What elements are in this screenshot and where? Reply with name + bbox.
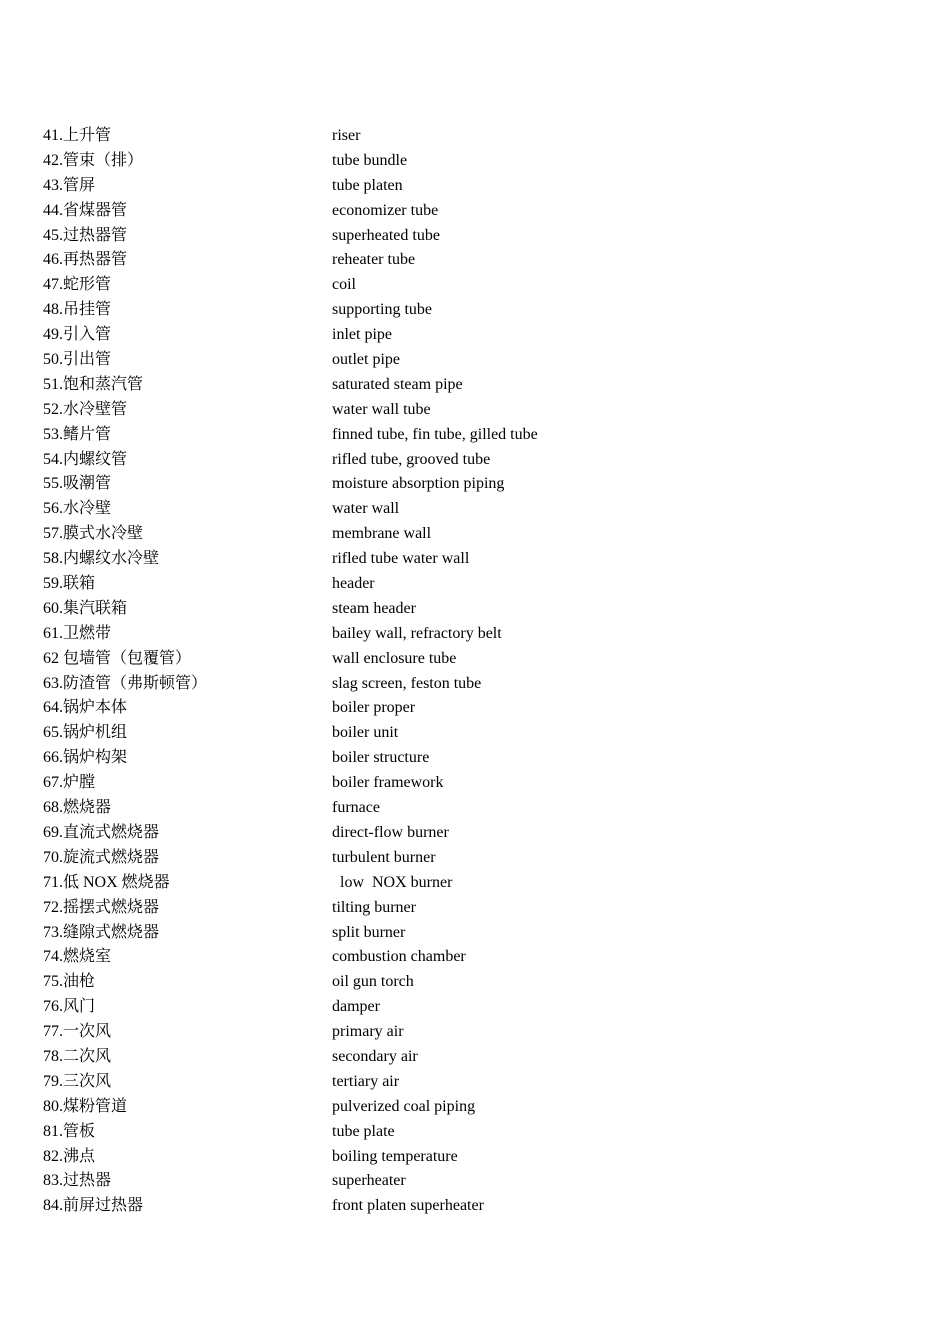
english-term: secondary air bbox=[332, 1047, 418, 1065]
english-term: tube plate bbox=[332, 1122, 395, 1140]
english-term: finned tube, fin tube, gilled tube bbox=[332, 425, 538, 443]
english-term: oil gun torch bbox=[332, 973, 414, 991]
english-term: pulverized coal piping bbox=[332, 1097, 476, 1115]
glossary-row bbox=[43, 821, 903, 846]
english-term: boiler proper bbox=[332, 699, 416, 717]
chinese-term: 79.三次风 bbox=[43, 1072, 112, 1090]
glossary-row bbox=[43, 124, 903, 149]
english-term: low NOX burner bbox=[332, 873, 453, 891]
english-term: water wall bbox=[332, 500, 400, 518]
glossary-row bbox=[43, 746, 903, 771]
glossary-row bbox=[43, 174, 903, 199]
english-term: rifled tube, grooved tube bbox=[332, 450, 491, 468]
chinese-term: 70.旋流式燃烧器 bbox=[43, 848, 160, 866]
glossary-row bbox=[43, 995, 903, 1020]
chinese-term: 74.燃烧室 bbox=[43, 948, 112, 966]
glossary-row bbox=[43, 1045, 903, 1070]
chinese-term: 57.膜式水冷壁 bbox=[43, 525, 144, 543]
english-term: direct-flow burner bbox=[332, 823, 449, 841]
english-term: tube bundle bbox=[332, 151, 408, 169]
english-term: economizer tube bbox=[332, 201, 439, 219]
chinese-term: 42.管束（排） bbox=[43, 151, 144, 169]
glossary-row bbox=[43, 348, 903, 373]
glossary-row bbox=[43, 273, 903, 298]
glossary-row bbox=[43, 448, 903, 473]
chinese-term: 82.沸点 bbox=[43, 1147, 96, 1165]
chinese-term: 55.吸潮管 bbox=[43, 475, 112, 493]
english-term: tertiary air bbox=[332, 1072, 400, 1090]
glossary-row bbox=[43, 224, 903, 249]
english-term: boiler unit bbox=[332, 724, 399, 742]
english-term: reheater tube bbox=[332, 251, 416, 269]
english-term: membrane wall bbox=[332, 525, 432, 543]
glossary-row bbox=[43, 1120, 903, 1145]
chinese-term: 52.水冷壁管 bbox=[43, 400, 128, 418]
english-term: tube platen bbox=[332, 176, 403, 194]
chinese-term: 67.炉膛 bbox=[43, 774, 96, 792]
english-term: supporting tube bbox=[332, 301, 432, 319]
chinese-term: 78.二次风 bbox=[43, 1047, 112, 1065]
glossary-row bbox=[43, 672, 903, 697]
english-term: inlet pipe bbox=[332, 326, 392, 344]
chinese-term: 41.上升管 bbox=[43, 127, 112, 144]
glossary-row bbox=[43, 597, 903, 622]
english-term: water wall tube bbox=[332, 400, 431, 418]
chinese-term: 59.联箱 bbox=[43, 575, 96, 593]
chinese-term: 77.一次风 bbox=[43, 1023, 112, 1041]
english-term: wall enclosure tube bbox=[332, 649, 457, 667]
glossary-row bbox=[43, 522, 903, 547]
glossary-row bbox=[43, 373, 903, 398]
chinese-term: 49.引入管 bbox=[43, 326, 112, 344]
chinese-term: 64.锅炉本体 bbox=[43, 699, 128, 717]
chinese-term: 53.鳍片管 bbox=[43, 425, 112, 443]
glossary-row bbox=[43, 921, 903, 946]
glossary-row bbox=[43, 423, 903, 448]
glossary-row bbox=[43, 1169, 903, 1194]
english-term: combustion chamber bbox=[332, 948, 466, 966]
chinese-term: 65.锅炉机组 bbox=[43, 724, 128, 742]
english-term: outlet pipe bbox=[332, 351, 400, 369]
english-term: coil bbox=[332, 276, 356, 294]
glossary-row bbox=[43, 149, 903, 174]
english-term: turbulent burner bbox=[332, 848, 436, 866]
chinese-term: 68.燃烧器 bbox=[43, 799, 112, 817]
english-term: boiler framework bbox=[332, 774, 444, 792]
glossary-row bbox=[43, 323, 903, 348]
chinese-term: 66.锅炉构架 bbox=[43, 749, 128, 767]
chinese-term: 80.煤粉管道 bbox=[43, 1097, 128, 1115]
english-term: bailey wall, refractory belt bbox=[332, 624, 502, 642]
english-term: moisture absorption piping bbox=[332, 475, 505, 493]
glossary-row bbox=[43, 199, 903, 224]
chinese-term: 75.油枪 bbox=[43, 973, 96, 991]
chinese-term: 50.引出管 bbox=[43, 351, 112, 369]
glossary-row bbox=[43, 398, 903, 423]
english-term: superheated tube bbox=[332, 226, 440, 244]
chinese-term: 71.低 NOX 燃烧器 bbox=[43, 873, 170, 891]
chinese-term: 81.管板 bbox=[43, 1122, 96, 1140]
glossary-row bbox=[43, 472, 903, 497]
chinese-term: 47.蛇形管 bbox=[43, 276, 112, 294]
english-term: split burner bbox=[332, 923, 406, 941]
chinese-term: 44.省煤器管 bbox=[43, 201, 128, 219]
glossary-row bbox=[43, 248, 903, 273]
chinese-term: 45.过热器管 bbox=[43, 226, 128, 244]
chinese-term: 48.吊挂管 bbox=[43, 301, 112, 319]
english-term: tilting burner bbox=[332, 898, 416, 916]
chinese-term: 54.内螺纹管 bbox=[43, 450, 128, 468]
glossary-row bbox=[43, 945, 903, 970]
chinese-term: 63.防渣管（弗斯顿管） bbox=[43, 674, 208, 692]
glossary-row bbox=[43, 896, 903, 921]
chinese-term: 72.摇摆式燃烧器 bbox=[43, 898, 160, 916]
english-term: furnace bbox=[332, 799, 380, 817]
english-term: boiler structure bbox=[332, 749, 430, 767]
glossary-row bbox=[43, 547, 903, 572]
chinese-term: 60.集汽联箱 bbox=[43, 599, 128, 617]
glossary-row bbox=[43, 771, 903, 796]
chinese-term: 58.内螺纹水冷壁 bbox=[43, 550, 160, 568]
glossary-row bbox=[43, 647, 903, 672]
glossary-row bbox=[43, 796, 903, 821]
glossary-row bbox=[43, 298, 903, 323]
chinese-term: 62 包墙管（包覆管） bbox=[43, 649, 192, 667]
english-term: damper bbox=[332, 998, 380, 1016]
english-term: superheater bbox=[332, 1172, 406, 1190]
glossary-row bbox=[43, 1194, 903, 1219]
chinese-term: 69.直流式燃烧器 bbox=[43, 823, 160, 841]
english-term: boiling temperature bbox=[332, 1147, 458, 1165]
english-term: front platen superheater bbox=[332, 1197, 484, 1215]
chinese-term: 73.缝隙式燃烧器 bbox=[43, 923, 160, 941]
english-term: header bbox=[332, 575, 375, 593]
glossary-row bbox=[43, 622, 903, 647]
glossary-row bbox=[43, 970, 903, 995]
glossary-row bbox=[43, 1070, 903, 1095]
chinese-term: 76.风门 bbox=[43, 998, 96, 1016]
glossary-row bbox=[43, 1145, 903, 1170]
glossary-row bbox=[43, 572, 903, 597]
chinese-term: 84.前屏过热器 bbox=[43, 1197, 144, 1215]
english-term: slag screen, feston tube bbox=[332, 674, 482, 692]
english-term: riser bbox=[332, 127, 361, 144]
glossary-row bbox=[43, 497, 903, 522]
glossary-row bbox=[43, 871, 903, 896]
chinese-term: 46.再热器管 bbox=[43, 251, 128, 269]
english-term: primary air bbox=[332, 1023, 404, 1041]
chinese-term: 61.卫燃带 bbox=[43, 624, 112, 642]
glossary-row bbox=[43, 721, 903, 746]
glossary-row bbox=[43, 846, 903, 871]
chinese-term: 83.过热器 bbox=[43, 1172, 112, 1190]
glossary-row bbox=[43, 1095, 903, 1120]
glossary-row bbox=[43, 1020, 903, 1045]
glossary-row bbox=[43, 696, 903, 721]
english-term: steam header bbox=[332, 599, 416, 617]
glossary-list bbox=[43, 124, 903, 1219]
chinese-term: 51.饱和蒸汽管 bbox=[43, 375, 144, 393]
chinese-term: 56.水冷壁 bbox=[43, 500, 112, 518]
english-term: rifled tube water wall bbox=[332, 550, 470, 568]
english-term: saturated steam pipe bbox=[332, 375, 463, 393]
chinese-term: 43.管屏 bbox=[43, 176, 96, 194]
